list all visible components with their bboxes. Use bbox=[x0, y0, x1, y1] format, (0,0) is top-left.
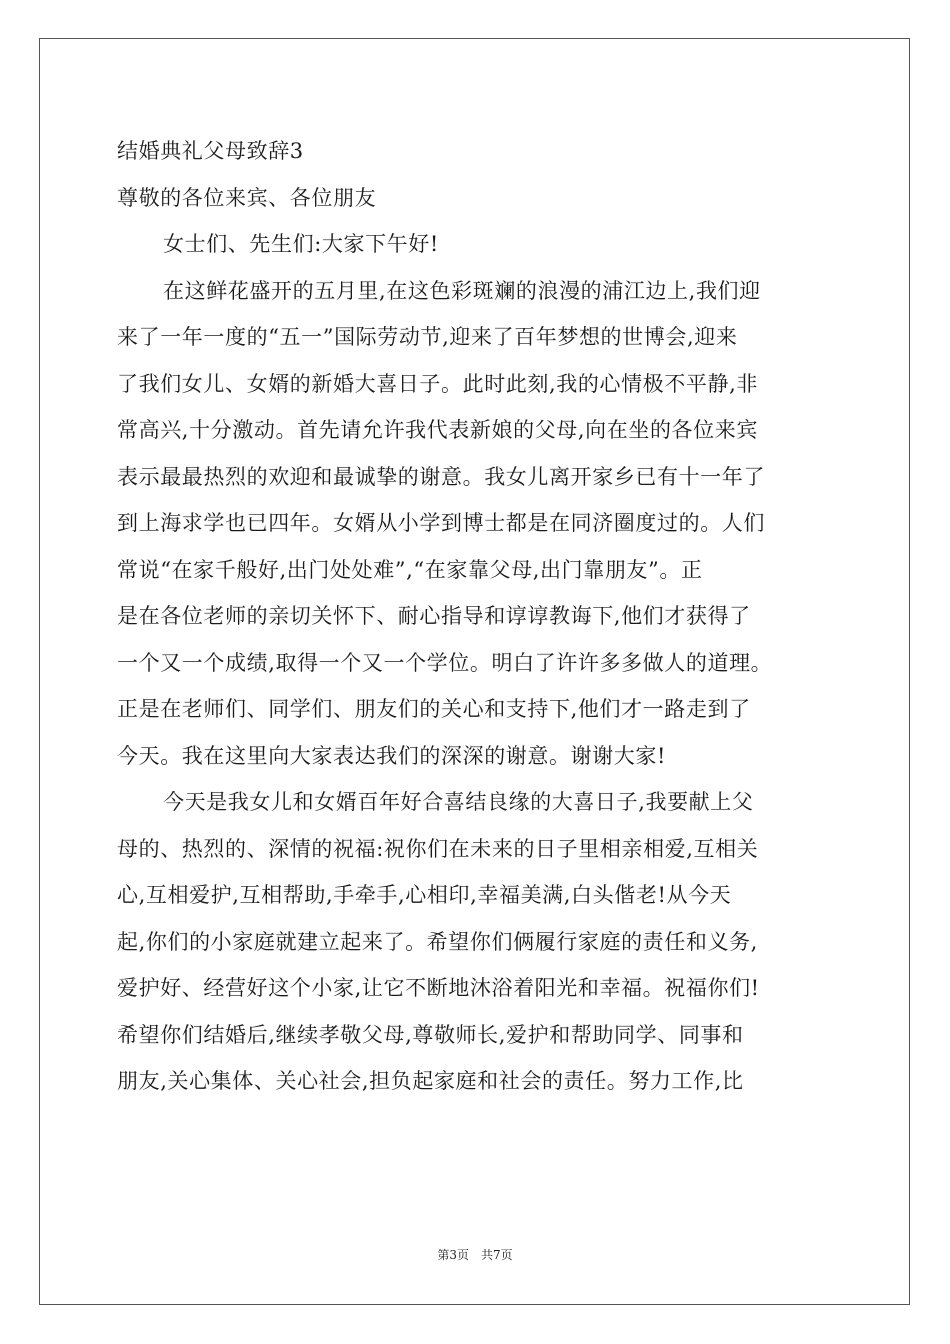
text-line: 到上海求学也已四年。女婿从小学到博士都是在同济圈度过的。人们 bbox=[117, 511, 765, 535]
text-line: 常高兴,十分激动。首先请允许我代表新娘的父母,向在坐的各位来宾 bbox=[117, 418, 758, 442]
page-footer: 第3页 共7页 bbox=[437, 1248, 513, 1262]
text-line: 常说“在家千般好,出门处处难”,“在家靠父母,出门靠朋友”。正 bbox=[117, 557, 703, 582]
text-line: 女士们、先生们:大家下午好! bbox=[163, 232, 439, 256]
text-line: 在这鲜花盛开的五月里,在这色彩斑斓的浪漫的浦江边上,我们迎 bbox=[163, 278, 761, 303]
text-line: 正是在老师们、同学们、朋友们的关心和支持下,他们才一路走到了 bbox=[117, 697, 751, 721]
text-line: 起,你们的小家庭就建立起来了。希望你们俩履行家庭的责任和义务, bbox=[117, 929, 758, 954]
text-line: 心,互相爱护,互相帮助,手牵手,心相印,幸福美满,白头偕老!从今天 bbox=[117, 883, 732, 907]
text-line: 尊敬的各位来宾、各位朋友 bbox=[117, 185, 377, 210]
text-line: 了我们女儿、女婿的新婚大喜日子。此时此刻,我的心情极不平静,非 bbox=[117, 371, 758, 396]
text-line: 是在各位老师的亲切关怀下、耐心指导和谆谆教诲下,他们才获得了 bbox=[117, 604, 751, 628]
text-line: 朋友,关心集体、关心社会,担负起家庭和社会的责任。努力工作,比 bbox=[117, 1069, 744, 1093]
text-line: 来了一年一度的“五一”国际劳动节,迎来了百年梦想的世博会,迎来 bbox=[117, 325, 738, 349]
document-title: 结婚典礼父母致辞3 bbox=[117, 139, 304, 163]
document-lines bbox=[117, 175, 857, 1105]
document-body bbox=[117, 128, 857, 1105]
text-line: 今天是我女儿和女婿百年好合喜结良缘的大喜日子,我要献上父 bbox=[163, 790, 754, 814]
text-line: 一个又一个成绩,取得一个又一个学位。明白了许许多多做人的道理。 bbox=[117, 650, 773, 675]
text-line: 爱护好、经营好这个小家,让它不断地沐浴着阳光和幸福。祝福你们! bbox=[117, 976, 760, 1000]
text-line: 表示最最热烈的欢迎和最诚挚的谢意。我女儿离开家乡已有十一年了 bbox=[117, 464, 765, 489]
text-line: 今天。我在这里向大家表达我们的深深的谢意。谢谢大家! bbox=[117, 743, 667, 768]
text-line: 希望你们结婚后,继续孝敬父母,尊敬师长,爱护和帮助同学、同事和 bbox=[117, 1022, 744, 1047]
text-line: 母的、热烈的、深情的祝福:祝你们在未来的日子里相亲相爱,互相关 bbox=[117, 836, 759, 861]
